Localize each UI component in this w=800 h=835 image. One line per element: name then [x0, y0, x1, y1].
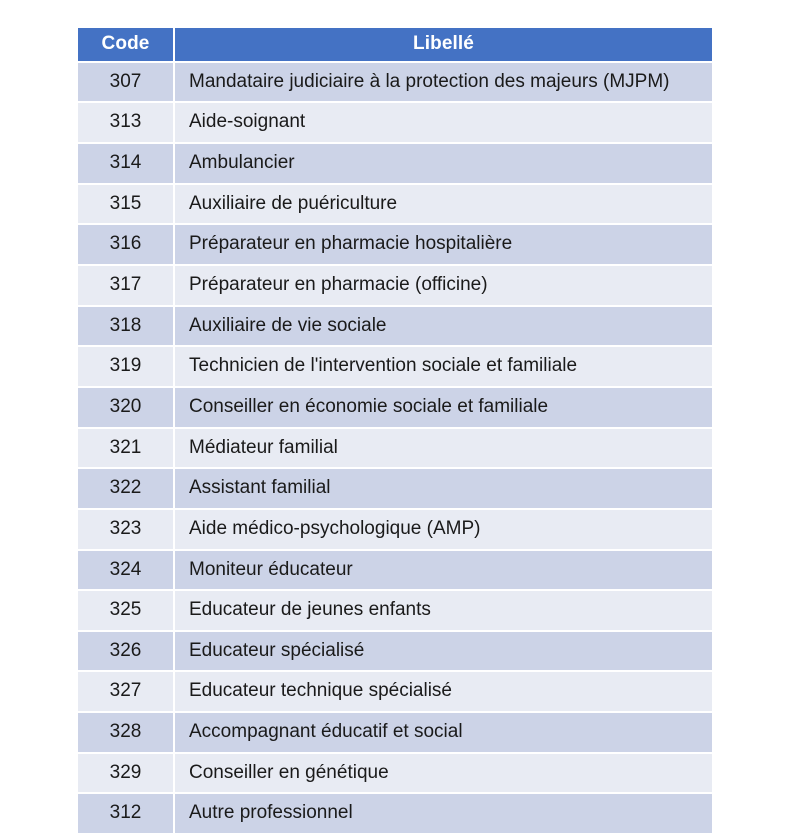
cell-libelle: Assistant familial — [174, 468, 712, 509]
cell-libelle: Médiateur familial — [174, 428, 712, 469]
table-row — [78, 265, 712, 306]
table-row — [78, 62, 712, 103]
code-libelle-table — [78, 28, 712, 833]
table-header — [78, 28, 712, 62]
cell-libelle: Conseiller en économie sociale et familiale — [174, 387, 712, 428]
cell-code: 327 — [78, 671, 174, 712]
cell-code: 318 — [78, 306, 174, 347]
cell-libelle: Educateur de jeunes enfants — [174, 590, 712, 631]
table-row — [78, 509, 712, 550]
table-row — [78, 468, 712, 509]
table-row — [78, 346, 712, 387]
cell-code: 316 — [78, 224, 174, 265]
table-row — [78, 550, 712, 591]
table-row — [78, 306, 712, 347]
cell-code: 312 — [78, 793, 174, 833]
cell-code: 329 — [78, 753, 174, 794]
table-row — [78, 428, 712, 469]
cell-code: 315 — [78, 184, 174, 225]
cell-libelle: Aide médico-psychologique (AMP) — [174, 509, 712, 550]
table-row — [78, 102, 712, 143]
table-row — [78, 143, 712, 184]
cell-code: 307 — [78, 62, 174, 103]
table-row — [78, 184, 712, 225]
cell-libelle: Préparateur en pharmacie hospitalière — [174, 224, 712, 265]
cell-code: 313 — [78, 102, 174, 143]
table-row — [78, 712, 712, 753]
cell-libelle: Auxiliaire de puériculture — [174, 184, 712, 225]
table-row — [78, 224, 712, 265]
table-header-row — [78, 28, 712, 62]
cell-code: 324 — [78, 550, 174, 591]
cell-libelle: Ambulancier — [174, 143, 712, 184]
table-row — [78, 671, 712, 712]
cell-libelle: Auxiliaire de vie sociale — [174, 306, 712, 347]
cell-code: 319 — [78, 346, 174, 387]
table-row — [78, 753, 712, 794]
cell-libelle: Mandataire judiciaire à la protection des majeurs (MJPM) — [174, 62, 712, 103]
table-body — [78, 62, 712, 833]
column-header-libelle: Libellé — [174, 28, 712, 62]
table-row — [78, 631, 712, 672]
column-header-code: Code — [78, 28, 174, 62]
cell-code: 328 — [78, 712, 174, 753]
table-row — [78, 387, 712, 428]
cell-libelle: Aide-soignant — [174, 102, 712, 143]
cell-code: 314 — [78, 143, 174, 184]
cell-libelle: Accompagnant éducatif et social — [174, 712, 712, 753]
cell-libelle: Educateur technique spécialisé — [174, 671, 712, 712]
cell-libelle: Autre professionnel — [174, 793, 712, 833]
cell-code: 322 — [78, 468, 174, 509]
cell-code: 323 — [78, 509, 174, 550]
cell-libelle: Moniteur éducateur — [174, 550, 712, 591]
table-row — [78, 793, 712, 833]
cell-code: 320 — [78, 387, 174, 428]
table-row — [78, 590, 712, 631]
cell-code: 317 — [78, 265, 174, 306]
cell-libelle: Conseiller en génétique — [174, 753, 712, 794]
cell-libelle: Educateur spécialisé — [174, 631, 712, 672]
cell-libelle: Technicien de l'intervention sociale et familiale — [174, 346, 712, 387]
cell-code: 325 — [78, 590, 174, 631]
cell-code: 326 — [78, 631, 174, 672]
cell-code: 321 — [78, 428, 174, 469]
cell-libelle: Préparateur en pharmacie (officine) — [174, 265, 712, 306]
